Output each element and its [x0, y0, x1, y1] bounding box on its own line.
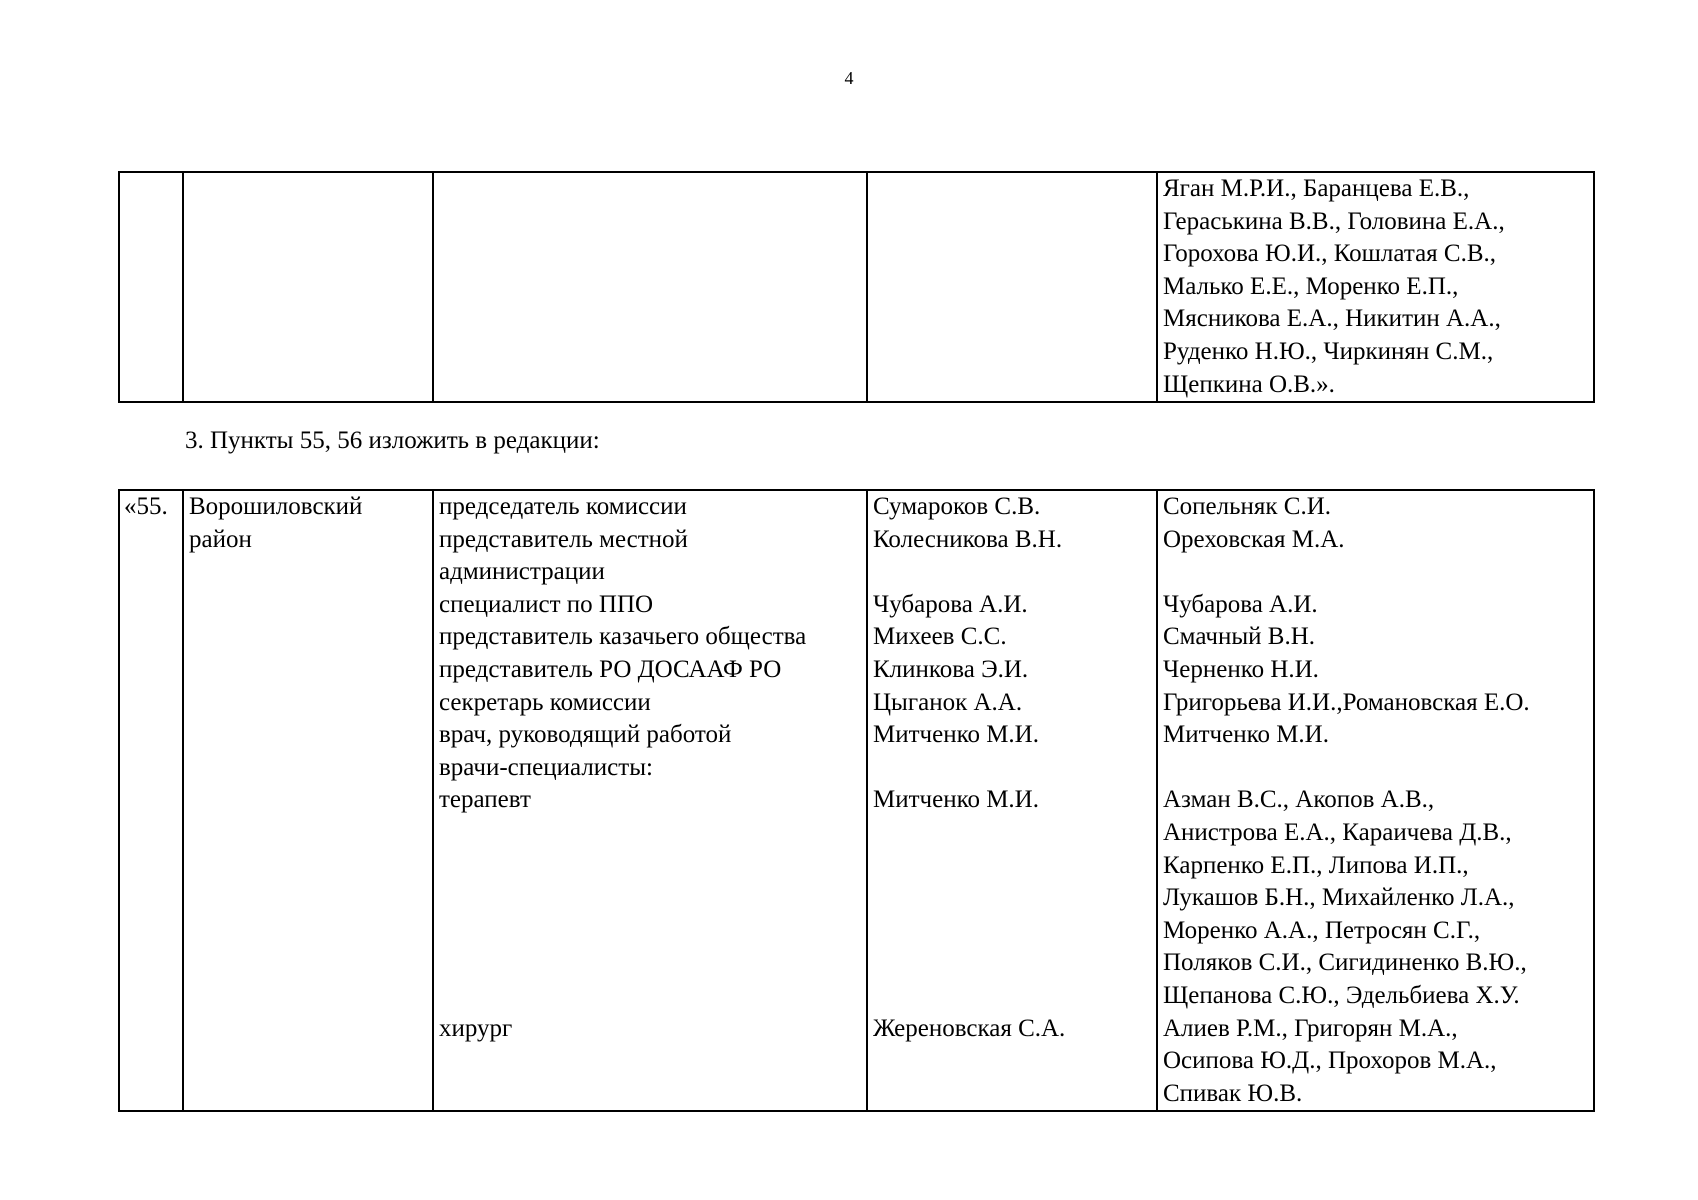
district-line: район — [189, 525, 252, 553]
reserve-member-line — [1163, 752, 1593, 785]
position-line: представитель РО ДОСААФ РО — [439, 655, 782, 683]
reserve-member-line: Алиев Р.М., Григорян М.А., — [1163, 1014, 1458, 1042]
member-line: Горохова Ю.И., Кошлатая С.В., — [1163, 240, 1497, 268]
reserve-member-line: Спивак Ю.В. — [1163, 1079, 1303, 1107]
main-member-line: Клинкова Э.И. — [873, 655, 1029, 683]
district-line: Ворошиловский — [189, 493, 363, 520]
table-row — [119, 490, 1594, 1111]
reserve-member-cell — [1157, 172, 1594, 402]
main-member-line — [873, 882, 1156, 915]
district-cell — [183, 172, 433, 402]
reserve-member-line: Черненко Н.И. — [1163, 655, 1319, 683]
main-member-line — [873, 752, 1156, 785]
position-line: представитель казачьего общества — [439, 623, 807, 651]
main-member-line: Цыганок А.А. — [873, 688, 1023, 716]
item-number: «55. — [119, 490, 183, 1111]
number-cell — [119, 172, 183, 402]
position-line: председатель комиссии — [439, 493, 687, 520]
table-row — [119, 172, 1594, 402]
position-line — [439, 882, 866, 915]
position-line — [439, 947, 866, 980]
main-member-line: Митченко М.И. — [873, 786, 1039, 814]
reserve-member-line: Лукашов Б.Н., Михайленко Л.А., — [1163, 884, 1515, 912]
main-member-line: Михеев С.С. — [873, 623, 1007, 651]
main-member-line — [873, 556, 1156, 589]
reserve-member-cell — [1157, 490, 1594, 1111]
main-member-cell — [867, 490, 1157, 1111]
reserve-member-line: Моренко А.А., Петросян С.Г., — [1163, 916, 1481, 944]
reserve-member-line: Анистрова Е.А., Караичева Д.В., — [1163, 818, 1512, 846]
position-line: представитель местной — [439, 525, 688, 553]
reserve-member-line: Григорьева И.И.,Романовская Е.О. — [1163, 688, 1530, 716]
reserve-member-line: Смачный В.Н. — [1163, 623, 1316, 651]
reserve-member-line — [1163, 556, 1593, 589]
member-line: Мясникова Е.А., Никитин А.А., — [1163, 305, 1501, 333]
reserve-member-line: Азман В.С., Акопов А.В., — [1163, 786, 1435, 814]
continuation-table — [118, 171, 1595, 403]
member-line: Щепкина О.В.». — [1163, 370, 1335, 398]
member-line: Гераськина В.В., Головина Е.А., — [1163, 207, 1505, 235]
commission-table — [118, 489, 1595, 1112]
position-line — [439, 850, 866, 883]
page-number: 4 — [844, 68, 854, 88]
main-member-line — [873, 850, 1156, 883]
member-line: Малько Е.Е., Моренко Е.П., — [1163, 272, 1459, 300]
position-line — [439, 817, 866, 850]
main-member-line: Жереновская С.А. — [873, 1014, 1066, 1042]
reserve-member-line: Карпенко Е.П., Липова И.П., — [1163, 851, 1469, 879]
position-line: врач, руководящий работой — [439, 721, 732, 749]
main-member-line — [873, 817, 1156, 850]
position-cell — [433, 172, 867, 402]
member-line: Яган М.Р.И., Баранцева Е.В., — [1163, 175, 1470, 202]
position-line: секретарь комиссии — [439, 688, 651, 716]
position-line — [439, 915, 866, 948]
reserve-member-line: Митченко М.И. — [1163, 721, 1329, 749]
main-member-line — [873, 947, 1156, 980]
amendment-paragraph: 3. Пункты 55, 56 изложить в редакции: — [185, 427, 600, 454]
position-line: терапевт — [439, 786, 531, 814]
member-line: Руденко Н.Ю., Чиркинян С.М., — [1163, 337, 1494, 365]
main-member-line: Митченко М.И. — [873, 721, 1039, 749]
reserve-member-line: Осипова Ю.Д., Прохоров М.А., — [1163, 1047, 1497, 1075]
position-line: специалист по ППО — [439, 590, 654, 618]
position-line — [439, 980, 866, 1013]
reserve-member-line: Ореховская М.А. — [1163, 525, 1345, 553]
reserve-member-line: Сопельняк С.И. — [1163, 493, 1332, 520]
position-line: врачи-специалисты: — [439, 753, 653, 781]
position-cell — [433, 490, 867, 1111]
main-member-line: Чубарова А.И. — [873, 590, 1028, 618]
main-member-line: Колесникова В.Н. — [873, 525, 1063, 553]
reserve-member-line: Чубарова А.И. — [1163, 590, 1318, 618]
main-member-line: Сумароков С.В. — [873, 493, 1041, 520]
position-line: хирург — [439, 1014, 513, 1042]
district-cell — [183, 490, 433, 1111]
main-member-line — [873, 915, 1156, 948]
main-member-cell — [867, 172, 1157, 402]
position-line: администрации — [439, 558, 605, 586]
reserve-member-line: Поляков С.И., Сигидиненко В.Ю., — [1163, 949, 1527, 977]
main-member-line — [873, 980, 1156, 1013]
reserve-member-line: Щепанова С.Ю., Эдельбиева Х.У. — [1163, 981, 1520, 1009]
